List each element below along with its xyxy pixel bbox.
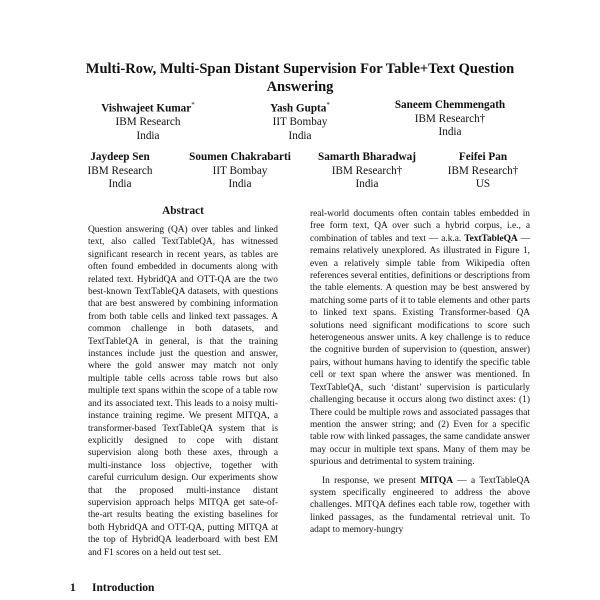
author-name: Soumen Chakrabarti	[189, 151, 291, 163]
author-affiliation: IBM Research†	[331, 164, 403, 177]
author-country: India	[288, 129, 312, 142]
author-block	[50, 151, 190, 192]
author-name: Feifei Pan	[458, 151, 508, 163]
section-number: 1	[70, 582, 76, 594]
author-block	[428, 151, 538, 192]
abstract-heading: Abstract	[162, 205, 204, 217]
author-affiliation: IIT Bombay	[212, 164, 268, 177]
author-affiliation: IBM Research†	[414, 112, 486, 125]
author-affiliation: IBM Research	[115, 116, 181, 129]
introduction-body	[310, 208, 530, 537]
author-name: Saneem Chemmengath	[394, 99, 506, 111]
author-affiliation: IIT Bombay	[272, 116, 328, 129]
author-country: India	[355, 178, 379, 191]
abstract-text: Question answering (QA) over tables and linked text, also called TextTableQA, has witnessed significant research in recent years, as tables are often found embedded in documents along with related text. HybridQA and OTT-QA are the two best-known TextTableQA datasets, with questions that are best answered by combining information from both table cells and linked text passages. A common challenge in both datasets, and TextTableQA in general, is that the training instances include just the question and answer, where the gold answer may match not only multiple table cells across table rows but also multiple text spans within the scope of a table row and its associated text. This leads to a noisy multi-instance training regime. We present MITQA, a transformer-based TextTableQA system that is explicitly designed to cope with distant supervision along both these axes, through a multi-instance loss objective, together with careful curriculum design. Our experiments show that the proposed multi-instance distant supervision approach helps MITQA get sate-of-the-art results beating the existing baselines for both HybridQA and OTT-QA, putting MITQA at the top of HybridQA leaderboard with best EM and F1 scores on a held out test set.	[88, 225, 278, 558]
author-block	[78, 99, 218, 144]
section-title: Introduction	[92, 582, 155, 594]
author-name: Samarth Bharadwaj	[318, 151, 416, 163]
paper-title: Multi-Row, Multi-Span Distant Supervision For Table+Text Question Answering	[85, 61, 515, 95]
author-country: India	[108, 178, 132, 191]
author-name: Jaydeep Sen	[90, 151, 150, 163]
author-country: India	[228, 178, 252, 191]
author-name: Vishwajeet Kumar*	[101, 101, 195, 115]
intro-paragraph: real-world documents often contain tables embedded in free form text, QA over such a hybrid corpus, i.e., a combination of tables and text — a.k.a. TextTableQA — remains relatively unexplored. As illustrated in Figure 1, even a relatively simple table from Wikipedia often references several entities, definitions or descriptions from the table elements. A question may be best answered by matching some parts of it to table elements and other parts to linked text spans. Existing Transformer-based QA solutions need significant modifications to score such heterogeneous answer units. A key challenge is to reduce the cognitive burden of supervision to (question, answer) pairs, without humans having to identify the specific table cell or text span where the answer was mentioned. In TextTableQA, such ‘distant’ supervision is particularly challenging because it occurs along two distinct axes: (1) There could be multiple rows and associated passages that mention the answer string; and (2) Even for a specific table row with linked passages, the same candidate answer may occur in multiple text spans. Many of them may be spurious and detrimental to system training.	[310, 209, 530, 468]
section-heading	[70, 582, 154, 594]
author-affiliation: IBM Research†	[447, 164, 519, 177]
author-country: India	[136, 129, 160, 142]
author-country: US	[475, 178, 491, 191]
author-block	[302, 151, 432, 192]
author-block	[170, 151, 310, 192]
author-affiliation: IBM Research	[87, 164, 153, 177]
author-block	[380, 99, 520, 140]
author-country: India	[438, 126, 462, 139]
intro-paragraph: In response, we present MITQA — a TextTableQA system specifically engineered to address the above challenges. MITQA defines each table row, together with linked passages, as the fundamental retrieval unit. To adapt to memory-hungry	[310, 475, 530, 536]
author-name: Yash Gupta*	[270, 101, 330, 115]
author-block	[230, 99, 370, 144]
